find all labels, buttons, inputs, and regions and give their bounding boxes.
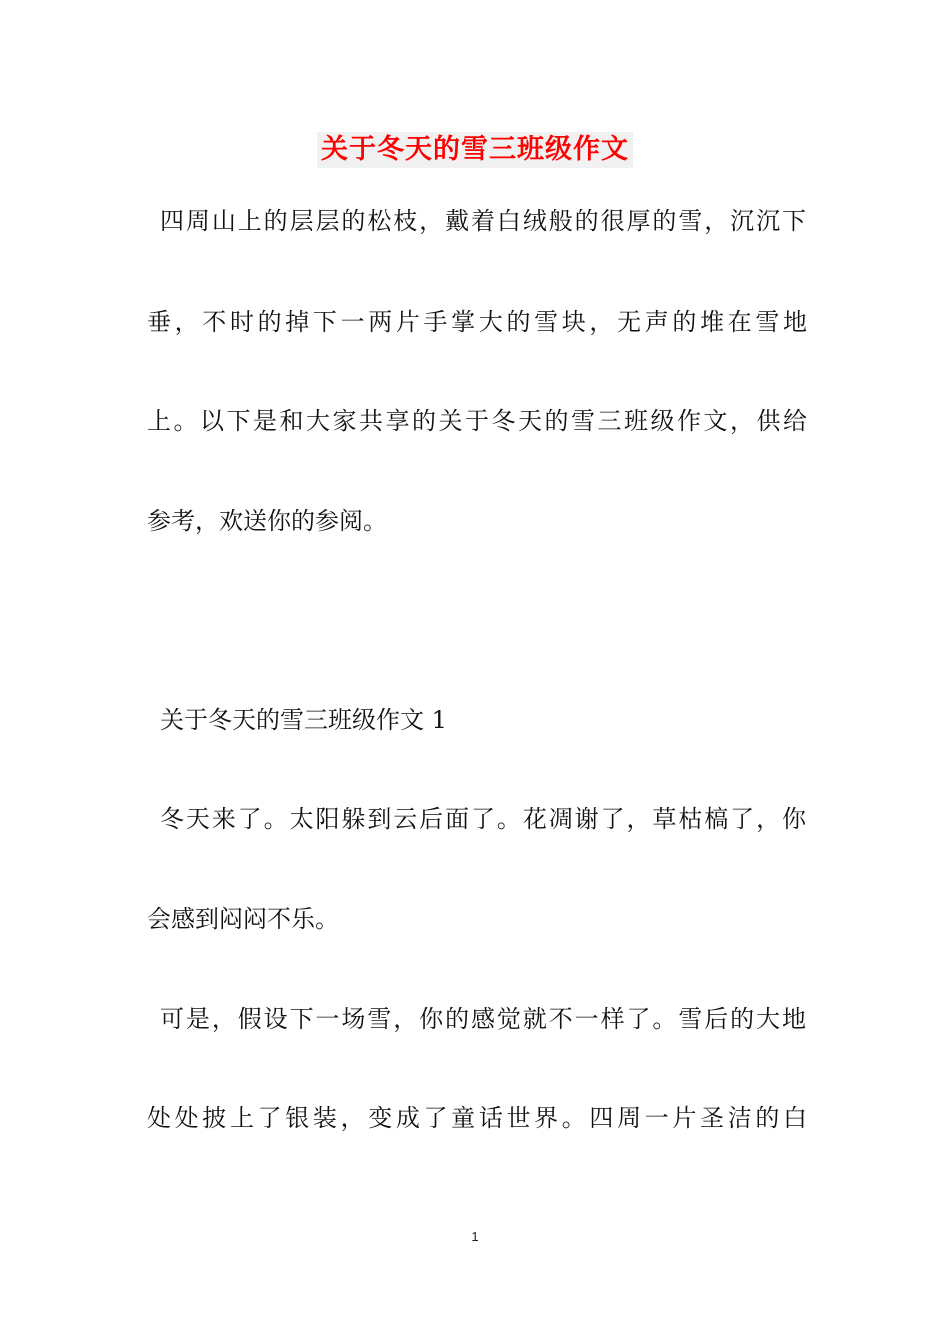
section-heading: 关于冬天的雪三班级作文 1 <box>160 706 447 734</box>
document-title: 关于冬天的雪三班级作文 <box>317 132 633 168</box>
page-number: 1 <box>471 1229 479 1244</box>
paragraph-line: 参考，欢送你的参阅。 <box>147 507 387 535</box>
paragraph-line: 冬天来了。太阳躲到云后面了。花凋谢了，草枯槁了，你 <box>160 805 806 833</box>
paragraph-line: 可是，假设下一场雪，你的感觉就不一样了。雪后的大地 <box>160 1005 806 1033</box>
paragraph-line: 处处披上了银装，变成了童话世界。四周一片圣洁的白 <box>147 1104 807 1132</box>
paragraph-line: 上。以下是和大家共享的关于冬天的雪三班级作文，供给 <box>147 407 807 435</box>
title-container <box>0 132 950 168</box>
paragraph-line: 会感到闷闷不乐。 <box>147 905 339 933</box>
paragraph-line: 垂，不时的掉下一两片手掌大的雪块，无声的堆在雪地 <box>147 308 807 336</box>
paragraph-line: 四周山上的层层的松枝，戴着白绒般的很厚的雪，沉沉下 <box>160 207 806 235</box>
